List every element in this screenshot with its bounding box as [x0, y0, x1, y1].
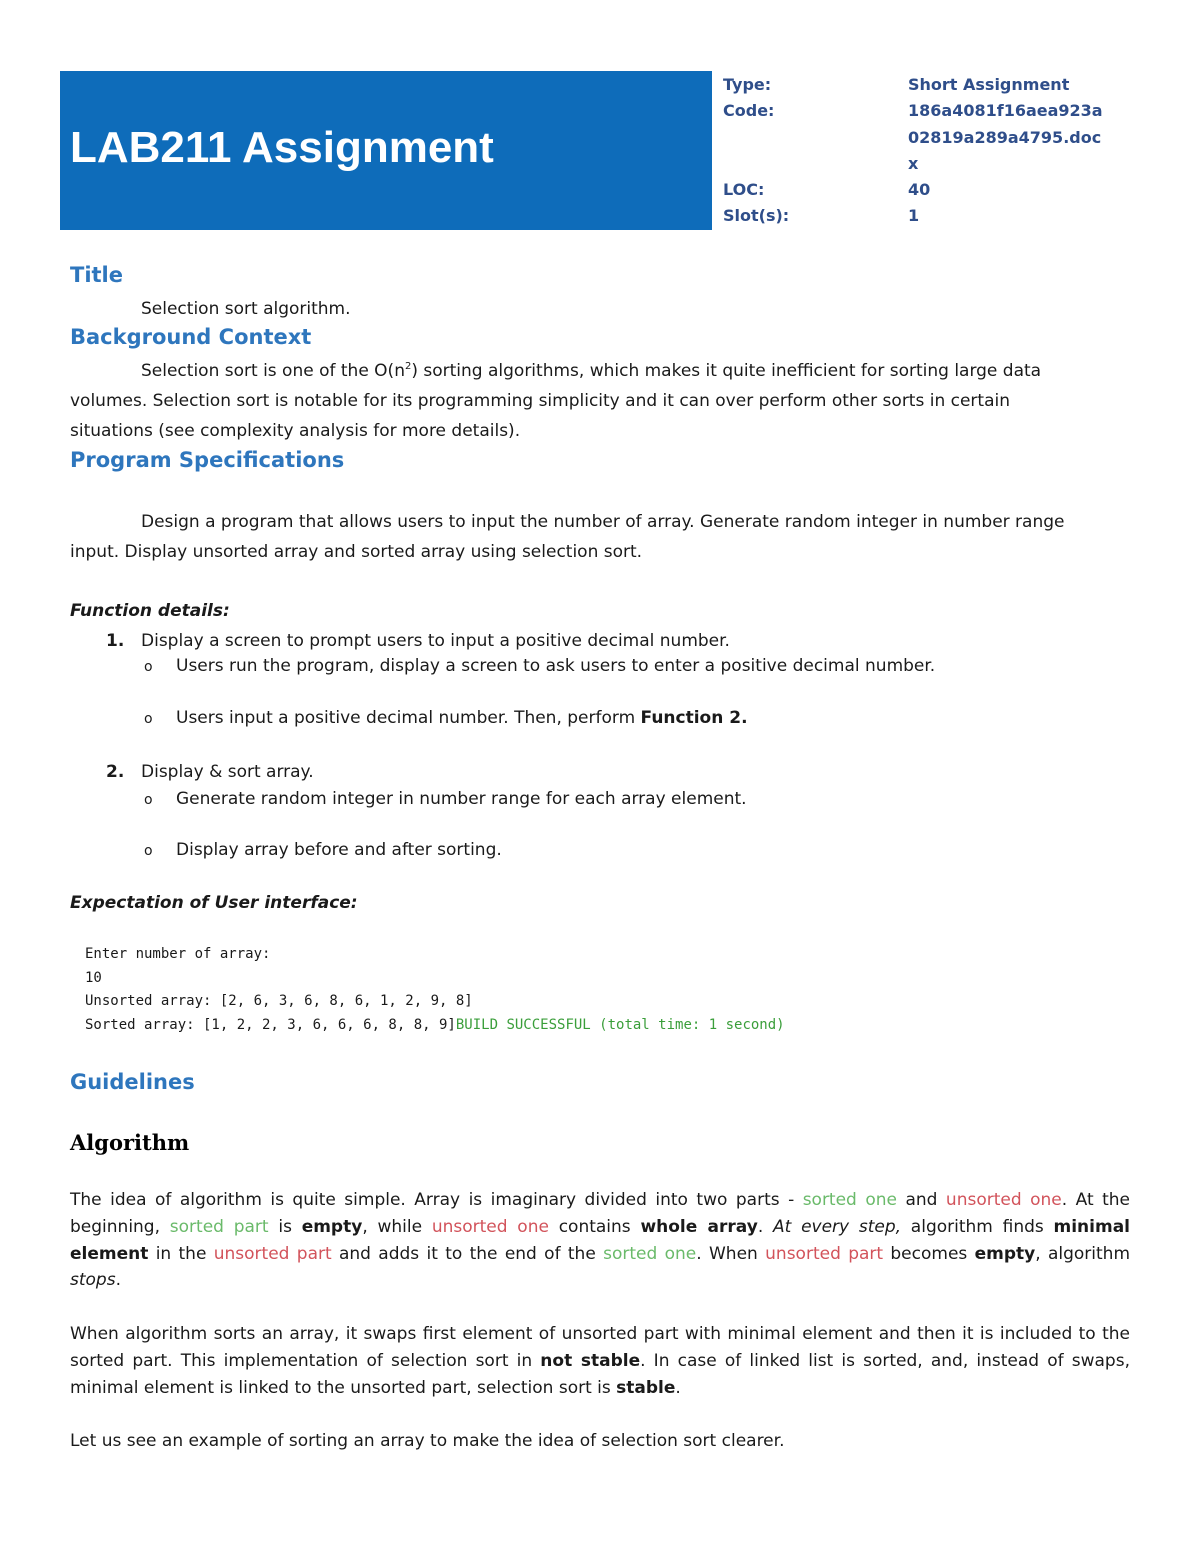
- meta-value-loc: 40: [908, 180, 931, 200]
- bullet-icon: o: [144, 843, 153, 859]
- spec-line-2: input. Display unsorted array and sorted array using selection sort.: [70, 542, 643, 562]
- text: and adds it to the end of the: [331, 1243, 604, 1264]
- text: is: [268, 1216, 302, 1237]
- unsorted-term: unsorted part: [213, 1243, 332, 1264]
- superscript: 2: [404, 361, 412, 372]
- text: The idea of algorithm is quite simple. Array is imaginary divided into two parts -: [70, 1190, 803, 1210]
- bullet-bold-text: Function 2.: [640, 708, 748, 728]
- spec-heading: Program Specifications: [70, 448, 345, 472]
- algorithm-heading: Algorithm: [70, 1130, 190, 1155]
- bullet-text: Users run the program, display a screen to ask users to enter a positive decimal number.: [176, 656, 936, 676]
- text: , algorithm: [1035, 1243, 1131, 1264]
- ui-expectation-label: Expectation of User interface:: [70, 893, 358, 913]
- text: .: [757, 1216, 774, 1237]
- algorithm-paragraph-1: [70, 1187, 1130, 1294]
- text: . In case of linked list is sorted, and, instead of swaps, minimal element is linked to the unsorted part, selection sort is: [70, 1350, 1130, 1398]
- unsorted-term: unsorted one: [945, 1190, 1062, 1210]
- console-line: Enter number of array:: [85, 946, 271, 962]
- meta-label-type: Type:: [723, 75, 772, 94]
- bullet-text-part: Users input a positive decimal number. Then, perform: [176, 708, 641, 728]
- background-heading: Background Context: [70, 325, 312, 349]
- bold-term: stable: [616, 1377, 676, 1398]
- algorithm-paragraph-3: Let us see an example of sorting an array to make the idea of selection sort clearer.: [70, 1431, 785, 1451]
- text: . At the beginning,: [70, 1190, 1131, 1237]
- title-banner: [60, 71, 712, 230]
- bold-term: empty: [974, 1243, 1036, 1264]
- function-text: Display a screen to prompt users to input a positive decimal number.: [141, 631, 730, 651]
- text: .: [115, 1270, 121, 1291]
- italic-term: stops: [70, 1270, 116, 1291]
- meta-labels: [723, 72, 893, 230]
- meta-value-slots: 1: [908, 206, 920, 226]
- text: contains: [548, 1216, 641, 1237]
- unsorted-term: unsorted part: [765, 1243, 884, 1264]
- meta-value-code-3: x: [908, 153, 919, 173]
- text: , while: [362, 1216, 432, 1237]
- unsorted-term: unsorted one: [431, 1216, 549, 1237]
- text: becomes: [883, 1243, 975, 1264]
- bullet-icon: o: [144, 792, 153, 808]
- background-line-2: volumes. Selection sort is notable for its programming simplicity and it can over perform other sorts in certain: [70, 391, 1011, 411]
- meta-values: [908, 72, 1108, 230]
- bullet-text: Display array before and after sorting.: [176, 840, 502, 860]
- spec-line-1: Design a program that allows users to input the number of array. Generate random integer in number range: [141, 512, 1065, 532]
- bullet-icon: o: [144, 711, 153, 727]
- text: When algorithm sorts an array, it swaps first element of unsorted part with minimal element and then it is included to the sorted part. This implementation of selection sort in: [70, 1324, 1130, 1371]
- meta-label-blank: [723, 151, 893, 177]
- guidelines-heading: Guidelines: [70, 1070, 195, 1094]
- bold-term: not stable: [540, 1350, 641, 1371]
- console-line: 10: [85, 969, 102, 986]
- title-heading: Title: [70, 263, 124, 287]
- meta-value-type: Short Assignment: [908, 75, 1070, 94]
- console-line: [85, 1014, 785, 1038]
- bullet-icon: o: [144, 659, 153, 675]
- document-title: LAB211 Assignment: [70, 123, 494, 172]
- function-number: 2.: [106, 762, 125, 782]
- text: algorithm finds: [901, 1216, 1054, 1237]
- function-number: 1.: [106, 631, 125, 651]
- background-line-1: [141, 361, 1041, 381]
- text: in the: [148, 1243, 214, 1264]
- function-details-label: Function details:: [70, 601, 230, 621]
- console-output: [85, 943, 785, 1037]
- background-text: ) sorting algorithms, which makes it quite inefficient for sorting large data: [411, 361, 1042, 381]
- algorithm-paragraph-2: [70, 1321, 1130, 1401]
- bullet-text: Generate random integer in number range for each array element.: [176, 789, 747, 809]
- console-line: Unsorted array: [2, 6, 3, 6, 8, 6, 1, 2, 9, 8]: [85, 993, 473, 1009]
- meta-label-slots: Slot(s):: [723, 206, 790, 226]
- background-line-3: situations (see complexity analysis for more details).: [70, 421, 521, 441]
- bold-term: minimal element: [70, 1216, 1130, 1264]
- build-message: BUILD SUCCESSFUL (total time: 1 second): [455, 1016, 785, 1033]
- meta-value-code-1: 186a4081f16aea923a: [908, 101, 1103, 121]
- meta-label-blank: [723, 125, 893, 151]
- sorted-term: sorted one: [603, 1243, 697, 1264]
- bold-term: whole array: [640, 1216, 758, 1237]
- console-text: Sorted array: [1, 2, 2, 3, 6, 6, 6, 8, 8, 9]: [85, 1016, 456, 1033]
- text: and: [896, 1190, 946, 1210]
- text: . When: [696, 1243, 766, 1264]
- background-text: Selection sort is one of the O(n: [141, 361, 405, 381]
- title-text: Selection sort algorithm.: [141, 299, 351, 319]
- meta-value-code-2: 02819a289a4795.doc: [908, 127, 1102, 147]
- bold-term: empty: [301, 1216, 363, 1237]
- text: .: [675, 1377, 681, 1398]
- meta-label-loc: LOC:: [723, 180, 765, 200]
- italic-term: At every step,: [773, 1216, 902, 1237]
- sorted-term: sorted one: [802, 1190, 897, 1210]
- meta-label-code: Code:: [723, 101, 775, 121]
- function-text: Display & sort array.: [141, 762, 314, 782]
- bullet-text: [176, 708, 748, 728]
- sorted-term: sorted part: [169, 1216, 269, 1237]
